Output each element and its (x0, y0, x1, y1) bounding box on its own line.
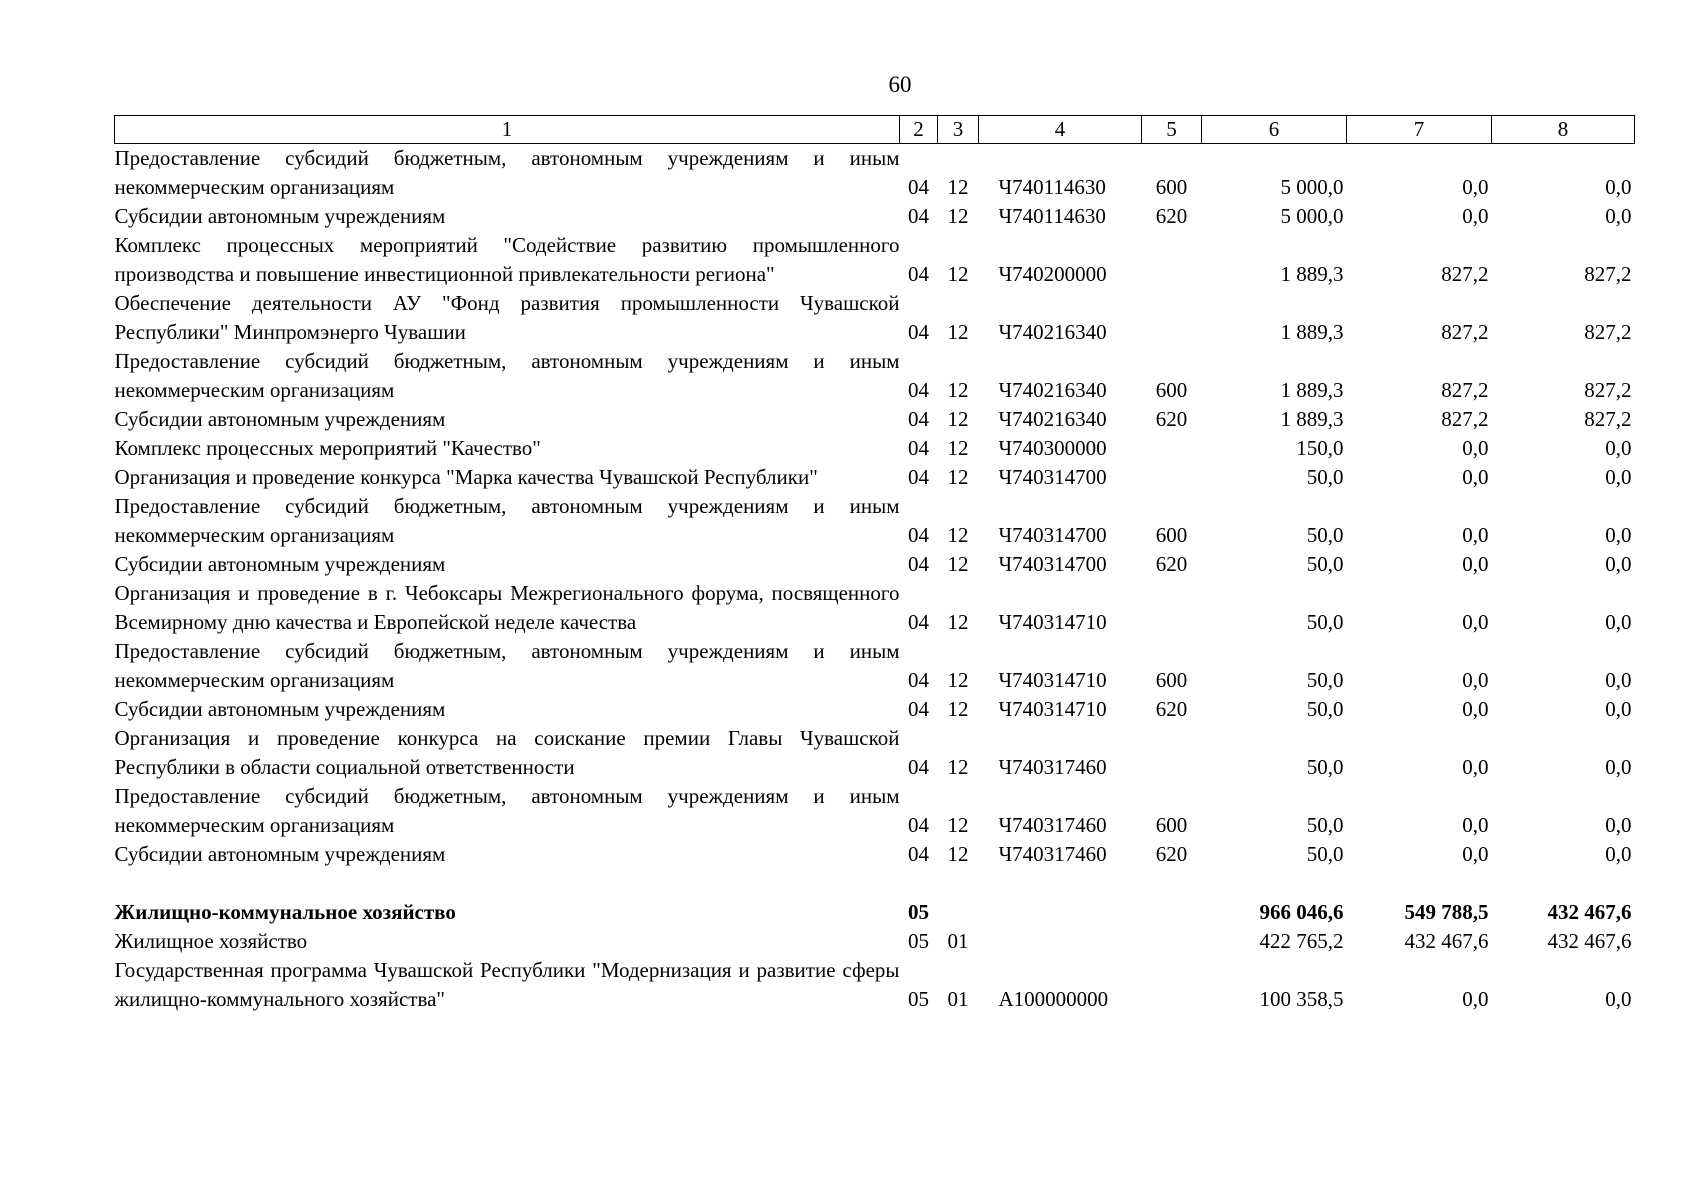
table-row (115, 956, 1635, 1014)
table-row (115, 724, 1635, 782)
row-value-col6: 150,0 (1296, 436, 1344, 460)
row-value-col7: 0,0 (1462, 813, 1489, 837)
row-value-col6: 1 889,3 (1280, 262, 1344, 286)
row-value-col6: 50,0 (1306, 842, 1344, 866)
row-value-col6: 1 889,3 (1280, 407, 1344, 431)
row-value-col7: 0,0 (1462, 987, 1489, 1011)
table-header (115, 116, 1635, 144)
row-value-col6: 50,0 (1306, 465, 1344, 489)
spacer-row (115, 869, 1635, 898)
row-name: Организация и проведение конкурса "Марка качества Чувашской Республики" (114, 465, 818, 489)
row-value-col7: 0,0 (1462, 436, 1489, 460)
row-subsection: 01 (947, 929, 969, 953)
row-value-col8: 0,0 (1605, 668, 1632, 692)
header-col-5: 5 (1142, 116, 1202, 144)
row-value-col8: 827,2 (1584, 320, 1632, 344)
row-target-code: Ч740216340 (998, 378, 1107, 402)
row-name: Комплекс процессных мероприятий "Содействие развитию промышленного производства и повышение инвестиционной привлекательности региона" (114, 233, 900, 286)
row-section: 04 (908, 175, 929, 199)
row-name: Субсидии автономным учреждениям (114, 697, 446, 721)
table-row (115, 405, 1635, 434)
row-target-code: Ч740314710 (998, 697, 1107, 721)
row-value-col6: 50,0 (1306, 523, 1344, 547)
row-subsection: 12 (947, 320, 969, 344)
row-value-col8: 827,2 (1584, 378, 1632, 402)
row-expense-type (1142, 898, 1202, 927)
row-subsection: 12 (947, 842, 969, 866)
row-subsection (938, 898, 979, 927)
row-section: 05 (908, 987, 929, 1011)
row-subsection: 12 (947, 436, 969, 460)
row-expense-type (1142, 434, 1202, 463)
row-subsection: 12 (947, 407, 969, 431)
row-value-col7: 0,0 (1462, 610, 1489, 634)
row-value-col6: 50,0 (1306, 755, 1344, 779)
row-value-col7: 0,0 (1462, 668, 1489, 692)
row-value-col8: 827,2 (1584, 262, 1632, 286)
row-expense-type (1142, 724, 1202, 782)
row-section: 04 (908, 204, 929, 228)
row-value-col8: 0,0 (1605, 987, 1632, 1011)
row-expense-type (1142, 463, 1202, 492)
row-section: 04 (908, 465, 929, 489)
row-subsection: 12 (947, 204, 969, 228)
row-target-code: Ч740300000 (998, 436, 1107, 460)
table-row (115, 231, 1635, 289)
row-value-col7: 0,0 (1462, 465, 1489, 489)
row-value-col7: 0,0 (1462, 842, 1489, 866)
row-name: Обеспечение деятельности АУ "Фонд развития промышленности Чувашской Республики" Минпромэнерго Чувашии (114, 291, 900, 344)
row-value-col6: 966 046,6 (1259, 900, 1344, 924)
row-name: Субсидии автономным учреждениям (114, 552, 446, 576)
row-value-col6: 50,0 (1306, 668, 1344, 692)
header-col-3: 3 (938, 116, 979, 144)
row-subsection: 12 (947, 378, 969, 402)
spacer-cell (115, 869, 1635, 898)
header-col-4: 4 (979, 116, 1142, 144)
header-col-2: 2 (900, 116, 938, 144)
row-expense-type (1142, 231, 1202, 289)
row-value-col6: 1 889,3 (1280, 378, 1344, 402)
row-section: 04 (908, 697, 929, 721)
row-subsection: 12 (947, 262, 969, 286)
table-row (115, 289, 1635, 347)
row-name: Жилищное хозяйство (114, 929, 308, 953)
row-name: Предоставление субсидий бюджетным, автономным учреждениям и иным некоммерческим организациям (114, 349, 900, 402)
row-target-code: Ч740314700 (998, 552, 1107, 576)
row-target-code: Ч740314700 (998, 465, 1107, 489)
row-name: Организация и проведение конкурса на соискание премии Главы Чувашской Республики в области социальной ответственности (114, 726, 900, 779)
row-section: 04 (908, 523, 929, 547)
row-subsection: 12 (947, 552, 969, 576)
row-section: 04 (908, 436, 929, 460)
row-value-col6: 5 000,0 (1280, 175, 1344, 199)
row-value-col7: 0,0 (1462, 523, 1489, 547)
row-section: 04 (908, 755, 929, 779)
header-col-1: 1 (115, 116, 900, 144)
row-target-code (979, 898, 1142, 927)
row-section: 04 (908, 552, 929, 576)
row-target-code: Ч740314700 (998, 523, 1107, 547)
row-value-col6: 50,0 (1306, 697, 1344, 721)
table-row (115, 898, 1635, 927)
budget-table (114, 115, 1635, 1014)
row-value-col6: 50,0 (1306, 552, 1344, 576)
table-row (115, 579, 1635, 637)
row-expense-type (1142, 956, 1202, 1014)
row-name: Жилищно-коммунальное хозяйство (114, 900, 456, 924)
table-row (115, 463, 1635, 492)
row-expense-type: 600 (1155, 175, 1188, 199)
row-target-code: Ч740317460 (998, 842, 1107, 866)
table-row (115, 782, 1635, 840)
row-value-col8: 827,2 (1584, 407, 1632, 431)
row-target-code: Ч740317460 (998, 755, 1107, 779)
row-expense-type (1142, 579, 1202, 637)
row-value-col6: 1 889,3 (1280, 320, 1344, 344)
row-expense-type (1142, 927, 1202, 956)
row-value-col8: 0,0 (1605, 697, 1632, 721)
row-section: 04 (908, 320, 929, 344)
row-value-col8: 0,0 (1605, 552, 1632, 576)
row-value-col8: 0,0 (1605, 842, 1632, 866)
row-name: Предоставление субсидий бюджетным, автономным учреждениям и иным некоммерческим организациям (114, 494, 900, 547)
table-row (115, 637, 1635, 695)
row-value-col8: 0,0 (1605, 204, 1632, 228)
row-expense-type: 620 (1155, 204, 1188, 228)
row-value-col7: 0,0 (1462, 175, 1489, 199)
row-subsection: 12 (947, 523, 969, 547)
table-row (115, 347, 1635, 405)
row-value-col7: 0,0 (1462, 552, 1489, 576)
row-target-code (979, 927, 1142, 956)
row-name: Субсидии автономным учреждениям (114, 204, 446, 228)
row-value-col7: 549 788,5 (1404, 900, 1489, 924)
row-value-col6: 5 000,0 (1280, 204, 1344, 228)
row-value-col8: 0,0 (1605, 465, 1632, 489)
row-section: 04 (908, 262, 929, 286)
table-row (115, 927, 1635, 956)
row-section: 04 (908, 842, 929, 866)
row-name: Предоставление субсидий бюджетным, автономным учреждениям и иным некоммерческим организациям (114, 784, 900, 837)
row-expense-type: 620 (1155, 697, 1188, 721)
row-name: Государственная программа Чувашской Республики "Модернизация и развитие сферы жилищно-коммунального хозяйства" (114, 958, 900, 1011)
row-value-col8: 0,0 (1605, 175, 1632, 199)
row-expense-type: 600 (1155, 813, 1188, 837)
row-name: Организация и проведение в г. Чебоксары Межрегионального форума, посвященного Всемирному дню качества и Европейской неделе качества (114, 581, 900, 634)
row-value-col7: 827,2 (1441, 320, 1489, 344)
row-value-col8: 432 467,6 (1547, 900, 1632, 924)
row-value-col7: 827,2 (1441, 378, 1489, 402)
row-section: 04 (908, 668, 929, 692)
row-value-col6: 50,0 (1306, 610, 1344, 634)
row-target-code: Ч740317460 (998, 813, 1107, 837)
row-section: 04 (908, 407, 929, 431)
row-value-col7: 432 467,6 (1404, 929, 1489, 953)
row-section: 04 (908, 813, 929, 837)
row-value-col7: 827,2 (1441, 262, 1489, 286)
header-col-6: 6 (1202, 116, 1347, 144)
row-value-col6: 422 765,2 (1259, 929, 1344, 953)
row-value-col8: 0,0 (1605, 813, 1632, 837)
row-target-code: Ч740314710 (998, 668, 1107, 692)
row-section: 05 (908, 929, 929, 953)
row-value-col8: 0,0 (1605, 436, 1632, 460)
row-name: Комплекс процессных мероприятий "Качество" (114, 436, 541, 460)
row-expense-type: 620 (1155, 552, 1188, 576)
row-expense-type (1142, 289, 1202, 347)
row-value-col8: 0,0 (1605, 610, 1632, 634)
row-target-code: Ч740114630 (998, 175, 1106, 199)
row-target-code: А100000000 (998, 987, 1109, 1011)
row-value-col6: 50,0 (1306, 813, 1344, 837)
row-expense-type: 620 (1155, 407, 1188, 431)
table-row (115, 695, 1635, 724)
row-section: 04 (908, 610, 929, 634)
row-subsection: 12 (947, 668, 969, 692)
row-value-col7: 0,0 (1462, 697, 1489, 721)
row-value-col7: 0,0 (1462, 204, 1489, 228)
row-subsection: 12 (947, 697, 969, 721)
row-subsection: 12 (947, 755, 969, 779)
row-target-code: Ч740216340 (998, 320, 1107, 344)
row-section: 04 (908, 378, 929, 402)
row-name: Предоставление субсидий бюджетным, автономным учреждениям и иным некоммерческим организациям (114, 146, 900, 199)
row-expense-type: 600 (1155, 668, 1188, 692)
row-name: Предоставление субсидий бюджетным, автономным учреждениям и иным некоммерческим организациям (114, 639, 900, 692)
row-expense-type: 620 (1155, 842, 1188, 866)
row-subsection: 12 (947, 813, 969, 837)
row-target-code: Ч740114630 (998, 204, 1106, 228)
table-row (115, 202, 1635, 231)
row-subsection: 12 (947, 465, 969, 489)
row-target-code: Ч740216340 (998, 407, 1107, 431)
row-section: 05 (908, 900, 929, 924)
table-row (115, 550, 1635, 579)
row-name: Субсидии автономным учреждениям (114, 842, 446, 866)
row-value-col8: 0,0 (1605, 755, 1632, 779)
page-number: 60 (888, 72, 912, 97)
row-name: Субсидии автономным учреждениям (114, 407, 446, 431)
row-target-code: Ч740314710 (998, 610, 1107, 634)
table-row (115, 492, 1635, 550)
header-col-7: 7 (1347, 116, 1492, 144)
row-expense-type: 600 (1155, 378, 1188, 402)
row-subsection: 01 (947, 987, 969, 1011)
table-body (115, 144, 1635, 1015)
row-subsection: 12 (947, 610, 969, 634)
header-col-8: 8 (1492, 116, 1635, 144)
row-value-col7: 0,0 (1462, 755, 1489, 779)
row-value-col8: 0,0 (1605, 523, 1632, 547)
row-value-col6: 100 358,5 (1259, 987, 1344, 1011)
row-subsection: 12 (947, 175, 969, 199)
table-row (115, 144, 1635, 203)
row-expense-type: 600 (1155, 523, 1188, 547)
table-row (115, 840, 1635, 869)
row-target-code: Ч740200000 (998, 262, 1107, 286)
table-row (115, 434, 1635, 463)
row-value-col7: 827,2 (1441, 407, 1489, 431)
row-value-col8: 432 467,6 (1547, 929, 1632, 953)
